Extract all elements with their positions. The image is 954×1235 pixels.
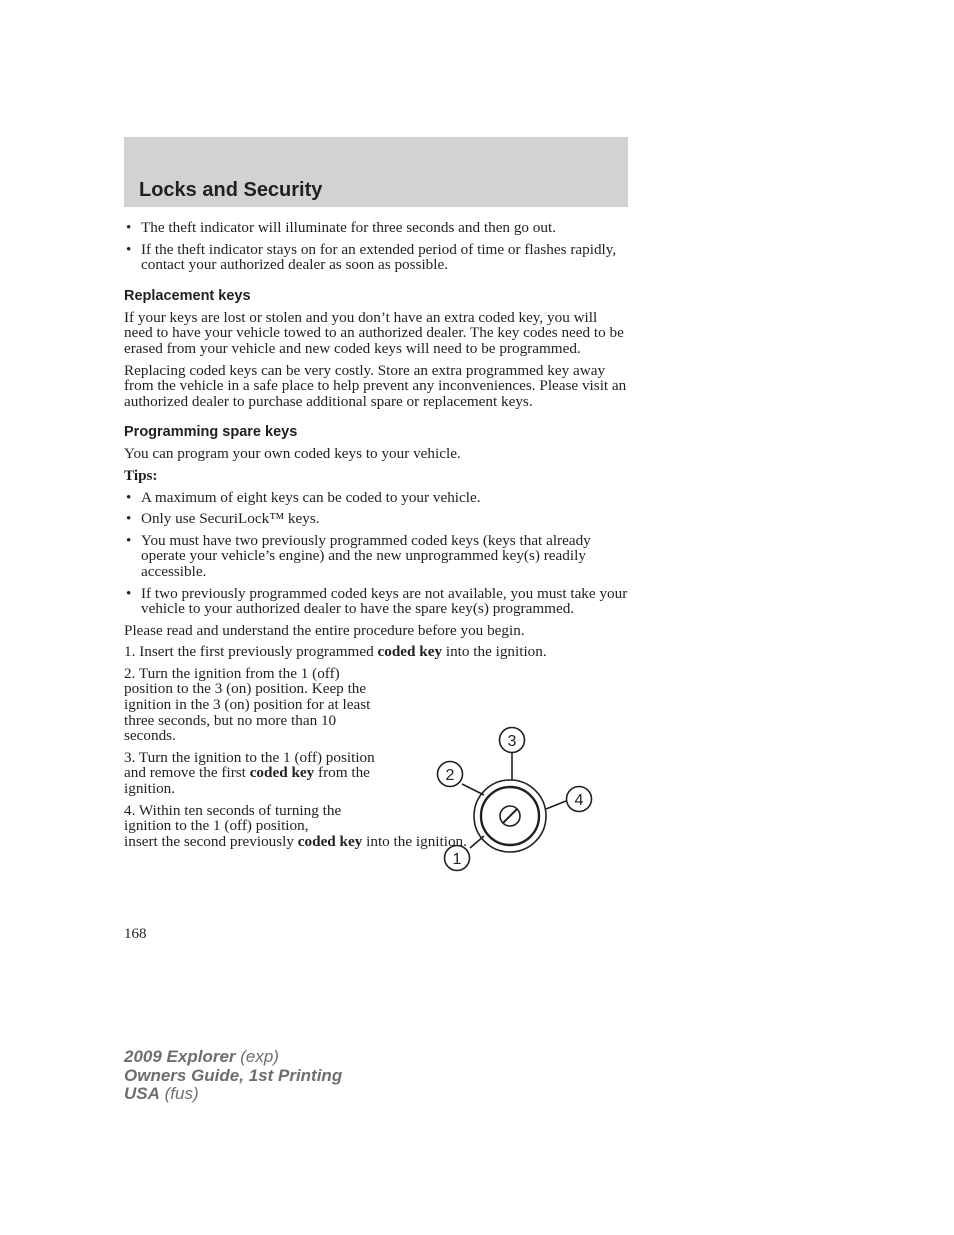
page-number: 168 bbox=[124, 926, 147, 942]
replacement-keys-heading: Replacement keys bbox=[124, 287, 251, 304]
leader-2 bbox=[462, 784, 484, 795]
intro-bullet-list bbox=[124, 220, 628, 273]
step-2: 2. Turn the ignition from the 1 (off) position to the 3 (on) position. Keep the ignition in the 3 (on) position for at least three seconds, but no more than 10 seconds. bbox=[124, 664, 371, 745]
list-item: • A maximum of eight keys can be coded to your vehicle. bbox=[124, 490, 628, 506]
list-item: • Only use SecuriLock™ keys. bbox=[124, 511, 628, 527]
step-1: 1. Insert the first previously programmed coded key into the ignition. bbox=[124, 643, 547, 661]
section-header-band bbox=[124, 137, 628, 207]
list-item: • You must have two previously programmed coded keys (keys that already operate your vehicle’s engine) and the new unprogrammed key(s) readily accessible. bbox=[124, 533, 628, 580]
ignition-position-diagram bbox=[426, 722, 606, 882]
key-slot bbox=[503, 809, 517, 823]
position-2-label: 2 bbox=[445, 767, 455, 784]
paragraph: Replacing coded keys can be very costly. Store an extra programmed key away from the vehicle in a safe place to help prevent any inconveniences. Please visit an authorized dealer to purchase additional spare or replacement keys. bbox=[124, 361, 627, 410]
footer-line-1: 2009 Explorer (exp) bbox=[124, 1047, 279, 1066]
section-title: Locks and Security bbox=[139, 179, 323, 201]
document-footer bbox=[124, 1048, 342, 1104]
step-3: 3. Turn the ignition to the 1 (off) position and remove the first coded key from the ignition. bbox=[124, 748, 375, 798]
leader-1 bbox=[470, 836, 484, 848]
list-item: • If two previously programmed coded keys are not available, you must take your vehicle to your authorized dealer to have the spare key(s) programmed. bbox=[124, 586, 628, 617]
list-item: • If the theft indicator stays on for an extended period of time or flashes rapidly, contact your authorized dealer as soon as possible. bbox=[124, 242, 628, 273]
position-3-label: 3 bbox=[507, 733, 517, 750]
tips-label: Tips: bbox=[124, 466, 158, 484]
paragraph: If your keys are lost or stolen and you don’t have an extra coded key, you will need to have your vehicle towed to an authorized dealer. The key codes need to be erased from your vehicle and new coded keys will need to be programmed. bbox=[124, 308, 624, 357]
position-1-label: 1 bbox=[452, 851, 462, 868]
leader-4 bbox=[546, 801, 566, 809]
read-note: Please read and understand the entire procedure before you begin. bbox=[124, 621, 525, 639]
tips-list bbox=[124, 490, 628, 617]
paragraph: You can program your own coded keys to your vehicle. bbox=[124, 445, 461, 463]
list-item: • The theft indicator will illuminate for three seconds and then go out. bbox=[124, 220, 628, 236]
position-4-label: 4 bbox=[574, 792, 584, 809]
footer-line-3: USA (fus) bbox=[124, 1084, 199, 1103]
step-4: 4. Within ten seconds of turning the ignition to the 1 (off) position, insert the second previously coded key into the ignition. bbox=[124, 801, 467, 850]
programming-spare-keys-heading: Programming spare keys bbox=[124, 424, 298, 441]
footer-line-2: Owners Guide, 1st Printing bbox=[124, 1065, 343, 1085]
